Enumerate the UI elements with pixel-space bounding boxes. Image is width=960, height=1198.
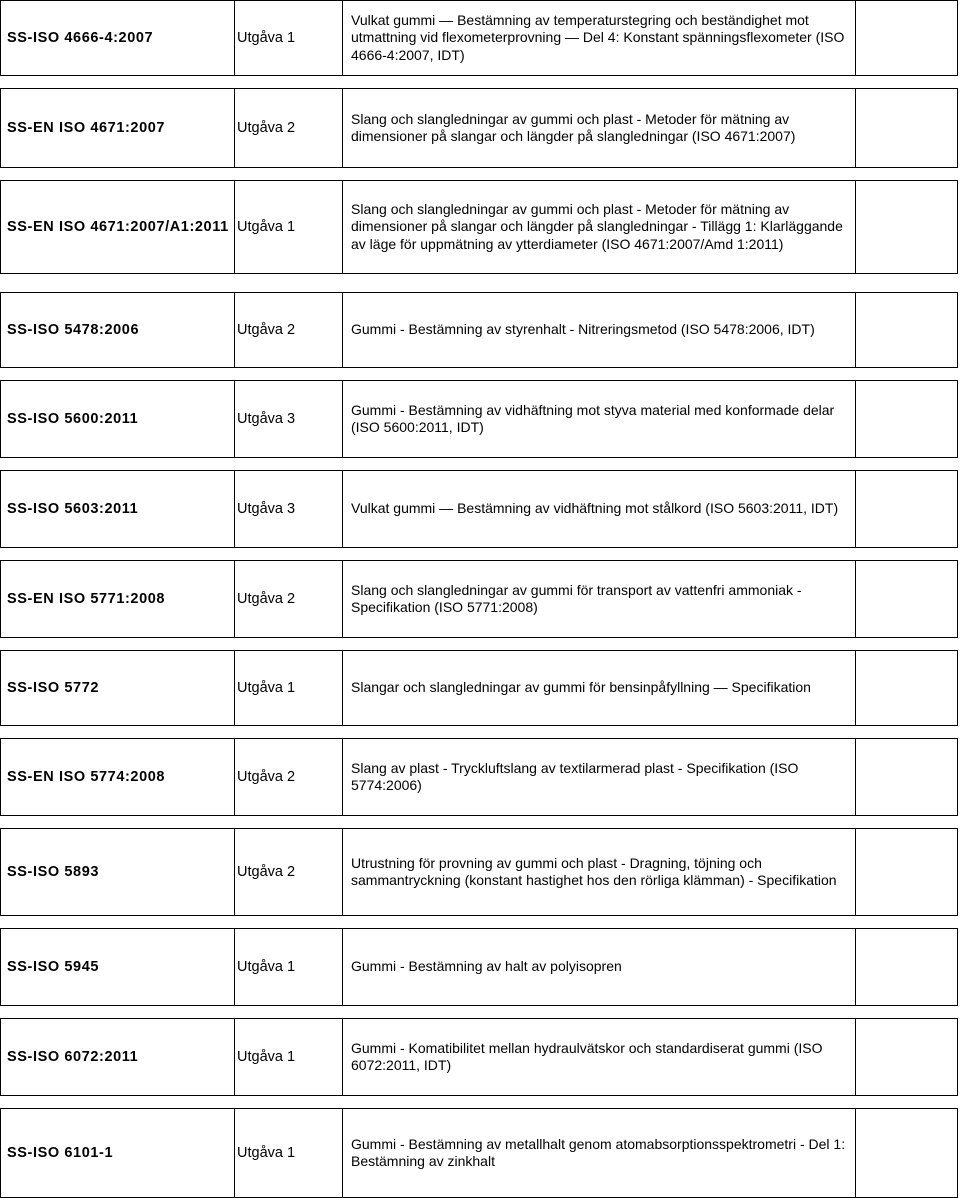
edition-text: Utgåva 2 bbox=[237, 120, 296, 136]
edition bbox=[234, 1108, 342, 1198]
standard-title bbox=[342, 1018, 855, 1096]
standard-code-text: SS-EN ISO 5774:2008 bbox=[7, 769, 166, 785]
standard-title-text: Gummi - Bestämning av styrenhalt - Nitreringsmetod (ISO 5478:2006, IDT) bbox=[351, 321, 815, 338]
standard-title-text: Slang och slangledningar av gummi och plast - Metoder för mätning av dimensioner på slangar och längder på slangledningar - Tillägg 1: Klarläggande av läge för uppmätning av ytterdiameter (ISO 4671:2007/Amd 1:2011) bbox=[351, 200, 843, 252]
table-row bbox=[0, 380, 960, 458]
standard-code bbox=[0, 88, 234, 168]
standard-code bbox=[0, 380, 234, 458]
edition bbox=[234, 380, 342, 458]
edition bbox=[234, 828, 342, 916]
standard-title-text: Gummi - Bestämning av vidhäftning mot styva material med konformade delar (ISO 5600:2011, IDT) bbox=[351, 401, 835, 435]
standard-title bbox=[342, 828, 855, 916]
standard-code-text: SS-ISO 5945 bbox=[7, 959, 100, 975]
table-row bbox=[0, 828, 960, 916]
standard-code bbox=[0, 828, 234, 916]
standard-title bbox=[342, 928, 855, 1006]
empty-cell bbox=[855, 560, 958, 638]
standard-code-text: SS-ISO 6072:2011 bbox=[7, 1049, 139, 1065]
standard-code bbox=[0, 738, 234, 816]
standard-title bbox=[342, 650, 855, 726]
edition-text: Utgåva 1 bbox=[237, 219, 296, 235]
table-row bbox=[0, 1108, 960, 1198]
standard-title-text: Gummi - Bestämning av halt av polyisopren bbox=[351, 958, 622, 975]
table-row bbox=[0, 470, 960, 548]
edition-text: Utgåva 1 bbox=[237, 30, 296, 46]
empty-cell bbox=[855, 1108, 958, 1198]
standard-code bbox=[0, 560, 234, 638]
standard-code bbox=[0, 0, 234, 76]
empty-cell bbox=[855, 738, 958, 816]
standard-code bbox=[0, 180, 234, 274]
standard-code bbox=[0, 292, 234, 368]
edition bbox=[234, 1018, 342, 1096]
edition-text: Utgåva 2 bbox=[237, 591, 296, 607]
edition-text: Utgåva 1 bbox=[237, 1049, 296, 1065]
edition bbox=[234, 88, 342, 168]
standard-code-text: SS-ISO 5600:2011 bbox=[7, 411, 139, 427]
standard-title-text: Slang och slangledningar av gummi och plast - Metoder för mätning av dimensioner på slangar och längder på slangledningar (ISO 4671:2007) bbox=[351, 110, 796, 144]
edition-text: Utgåva 1 bbox=[237, 1145, 296, 1161]
standard-code-text: SS-EN ISO 4671:2007 bbox=[7, 120, 166, 136]
empty-cell bbox=[855, 0, 958, 76]
standard-title-text: Gummi - Bestämning av metallhalt genom atomabsorptionsspektrometri - Del 1: Bestämning av zinkhalt bbox=[351, 1135, 846, 1169]
standard-code-text: SS-EN ISO 5771:2008 bbox=[7, 591, 166, 607]
standard-code bbox=[0, 650, 234, 726]
standard-title-text: Slang av plast - Tryckluftslang av textilarmerad plast - Specifikation (ISO 5774:2006) bbox=[351, 759, 799, 793]
standard-title-text: Gummi - Komatibilitet mellan hydraulvätskor och standardiserat gummi (ISO 6072:2011, IDT) bbox=[351, 1039, 823, 1073]
edition-text: Utgåva 2 bbox=[237, 769, 296, 785]
edition bbox=[234, 0, 342, 76]
table-row bbox=[0, 1018, 960, 1096]
empty-cell bbox=[855, 650, 958, 726]
table-row bbox=[0, 650, 960, 726]
standard-title bbox=[342, 470, 855, 548]
standard-code-text: SS-ISO 5893 bbox=[7, 864, 100, 880]
table-row bbox=[0, 928, 960, 1006]
standard-code-text: SS-EN ISO 4671:2007/A1:2011 bbox=[7, 219, 229, 235]
empty-cell bbox=[855, 380, 958, 458]
standard-title-text: Vulkat gummi — Bestämning av vidhäftning mot stålkord (ISO 5603:2011, IDT) bbox=[351, 500, 839, 517]
table-row bbox=[0, 292, 960, 368]
standard-code-text: SS-ISO 5772 bbox=[7, 680, 100, 696]
table-row bbox=[0, 180, 960, 274]
table-row bbox=[0, 560, 960, 638]
empty-cell bbox=[855, 470, 958, 548]
empty-cell bbox=[855, 828, 958, 916]
edition-text: Utgåva 3 bbox=[237, 501, 296, 517]
standard-title-text: Utrustning för provning av gummi och plast - Dragning, töjning och sammantryckning (konstant hastighet hos den rörliga klämman) - Specifikation bbox=[351, 854, 837, 888]
standard-code bbox=[0, 928, 234, 1006]
empty-cell bbox=[855, 180, 958, 274]
standard-title-text: Vulkat gummi — Bestämning av temperaturstegring och beständighet mot utmattning vid flexometerprovning — Del 4: Konstant spänningsflexometer (ISO 4666-4:2007, IDT) bbox=[351, 11, 845, 63]
edition-text: Utgåva 1 bbox=[237, 959, 296, 975]
table-row bbox=[0, 88, 960, 168]
edition bbox=[234, 738, 342, 816]
empty-cell bbox=[855, 928, 958, 1006]
standard-code-text: SS-ISO 6101-1 bbox=[7, 1145, 114, 1161]
standard-title bbox=[342, 88, 855, 168]
standard-title bbox=[342, 738, 855, 816]
table-row bbox=[0, 0, 960, 76]
standard-title bbox=[342, 180, 855, 274]
edition bbox=[234, 180, 342, 274]
standard-title bbox=[342, 0, 855, 76]
edition-text: Utgåva 2 bbox=[237, 322, 296, 338]
standard-title-text: Slang och slangledningar av gummi för transport av vattenfri ammoniak - Specifikation (ISO 5771:2008) bbox=[351, 581, 802, 615]
standard-title-text: Slangar och slangledningar av gummi för bensinpåfyllning — Specifikation bbox=[351, 679, 811, 696]
standard-code-text: SS-ISO 5603:2011 bbox=[7, 501, 139, 517]
standard-code bbox=[0, 1108, 234, 1198]
standard-code-text: SS-ISO 4666-4:2007 bbox=[7, 30, 154, 46]
edition bbox=[234, 560, 342, 638]
table-row bbox=[0, 738, 960, 816]
standard-code-text: SS-ISO 5478:2006 bbox=[7, 322, 140, 338]
empty-cell bbox=[855, 1018, 958, 1096]
edition-text: Utgåva 3 bbox=[237, 411, 296, 427]
edition bbox=[234, 292, 342, 368]
empty-cell bbox=[855, 292, 958, 368]
edition bbox=[234, 928, 342, 1006]
standard-title bbox=[342, 1108, 855, 1198]
edition bbox=[234, 650, 342, 726]
standard-title bbox=[342, 380, 855, 458]
standard-code bbox=[0, 470, 234, 548]
empty-cell bbox=[855, 88, 958, 168]
standard-code bbox=[0, 1018, 234, 1096]
standard-title bbox=[342, 292, 855, 368]
edition bbox=[234, 470, 342, 548]
edition-text: Utgåva 2 bbox=[237, 864, 296, 880]
edition-text: Utgåva 1 bbox=[237, 680, 296, 696]
standard-title bbox=[342, 560, 855, 638]
